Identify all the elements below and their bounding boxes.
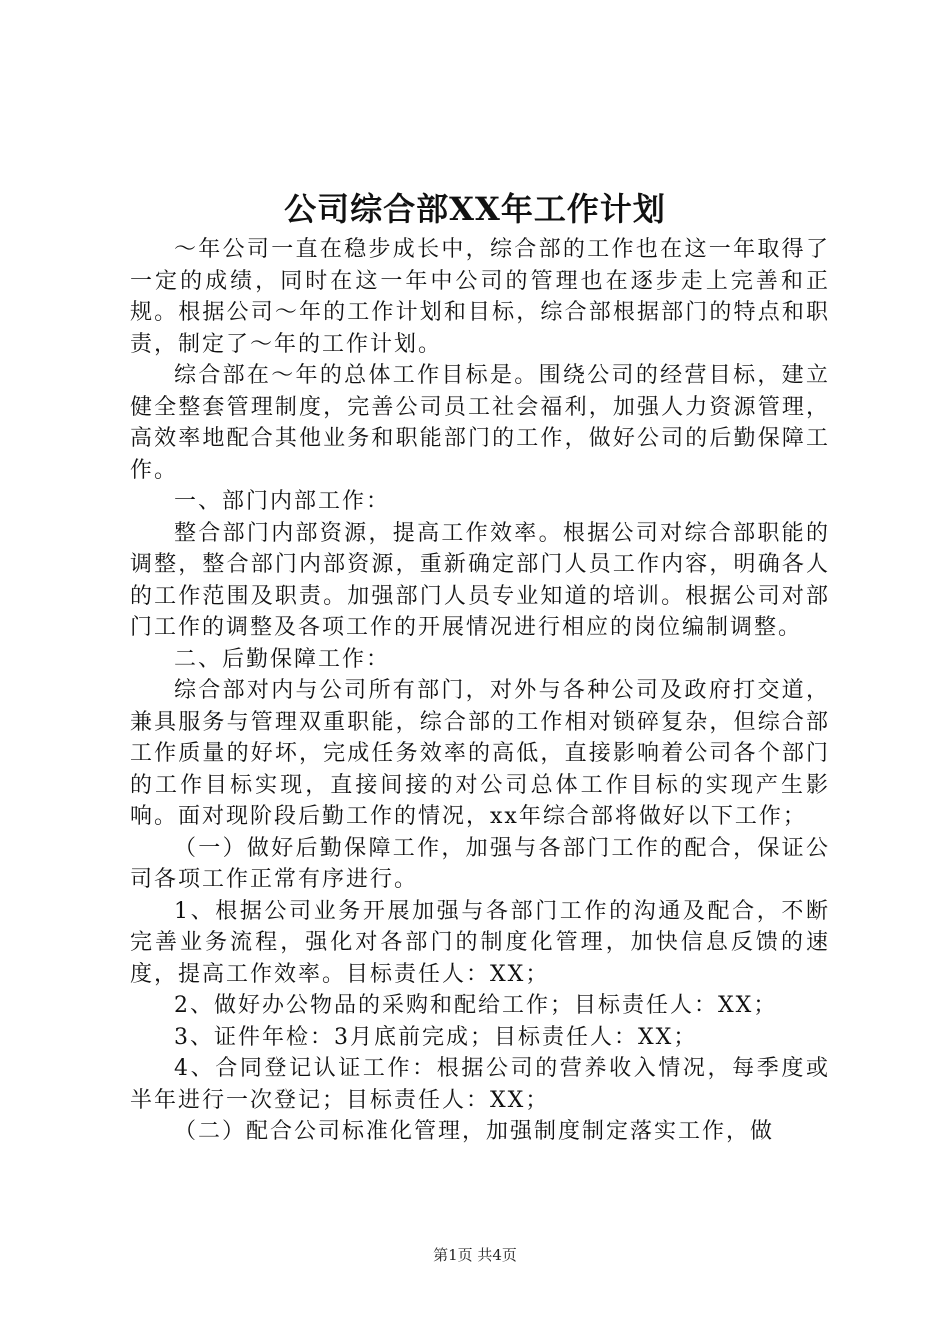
section-heading-logistics: 二、后勤保障工作：	[174, 646, 391, 672]
page-number-footer: 第1页 共4页	[433, 1246, 517, 1264]
subsection-heading-1: （一）做好后勤保障工作，加强与各部门工作的配合，保证公司各项工作正常有序进行。	[130, 835, 830, 892]
document-body	[130, 234, 830, 1148]
list-item-1: 1、根据公司业务开展加强与各部门工作的沟通及配合，不断完善业务流程，强化对各部门的制度化管理，加快信息反馈的速度，提高工作效率。目标责任人：XX；	[130, 898, 830, 987]
paragraph-logistics: 综合部对内与公司所有部门，对外与各种公司及政府打交道，兼具服务与管理双重职能，综合部的工作相对锁碎复杂，但综合部工作质量的好坏，完成任务效率的高低，直接影响着公司各个部门的工作目标实现，直接间接的对公司总体工作目标的实现产生影响。面对现阶段后勤工作的情况，xx年综合部将做好以下工作；	[130, 678, 830, 829]
subsection-heading-2: （二）配合公司标准化管理，加强制度制定落实工作，做	[174, 1119, 775, 1144]
list-item-4: 4、合同登记认证工作：根据公司的营养收入情况，每季度或半年进行一次登记；目标责任人：XX；	[130, 1056, 830, 1113]
paragraph-internal-work: 整合部门内部资源，提高工作效率。根据公司对综合部职能的调整，整合部门内部资源，重新确定部门人员工作内容，明确各人的工作范围及职责。加强部门人员专业知道的培训。根据公司对部门工作的调整及各项工作的开展情况进行相应的岗位编制调整。	[130, 520, 830, 640]
document-title: 公司综合部XX年工作计划	[284, 190, 666, 228]
paragraph-overall-goal: 综合部在～年的总体工作目标是。围绕公司的经营目标，建立健全整套管理制度，完善公司员工社会福利，加强人力资源管理，高效率地配合其他业务和职能部门的工作，做好公司的后勤保障工作。	[130, 363, 830, 483]
list-item-3: 3、证件年检：3月底前完成；目标责任人：XX；	[174, 1024, 698, 1050]
section-heading-internal-work: 一、部门内部工作：	[174, 489, 391, 514]
paragraph-intro: ～年公司一直在稳步成长中，综合部的工作也在这一年取得了一定的成绩，同时在这一年中公司的管理也在逐步走上完善和正规。根据公司～年的工作计划和目标，综合部根据部门的特点和职责，制定了～年的工作计划。	[130, 237, 830, 357]
list-item-2: 2、做好办公物品的采购和配给工作；目标责任人：XX；	[174, 993, 778, 1018]
